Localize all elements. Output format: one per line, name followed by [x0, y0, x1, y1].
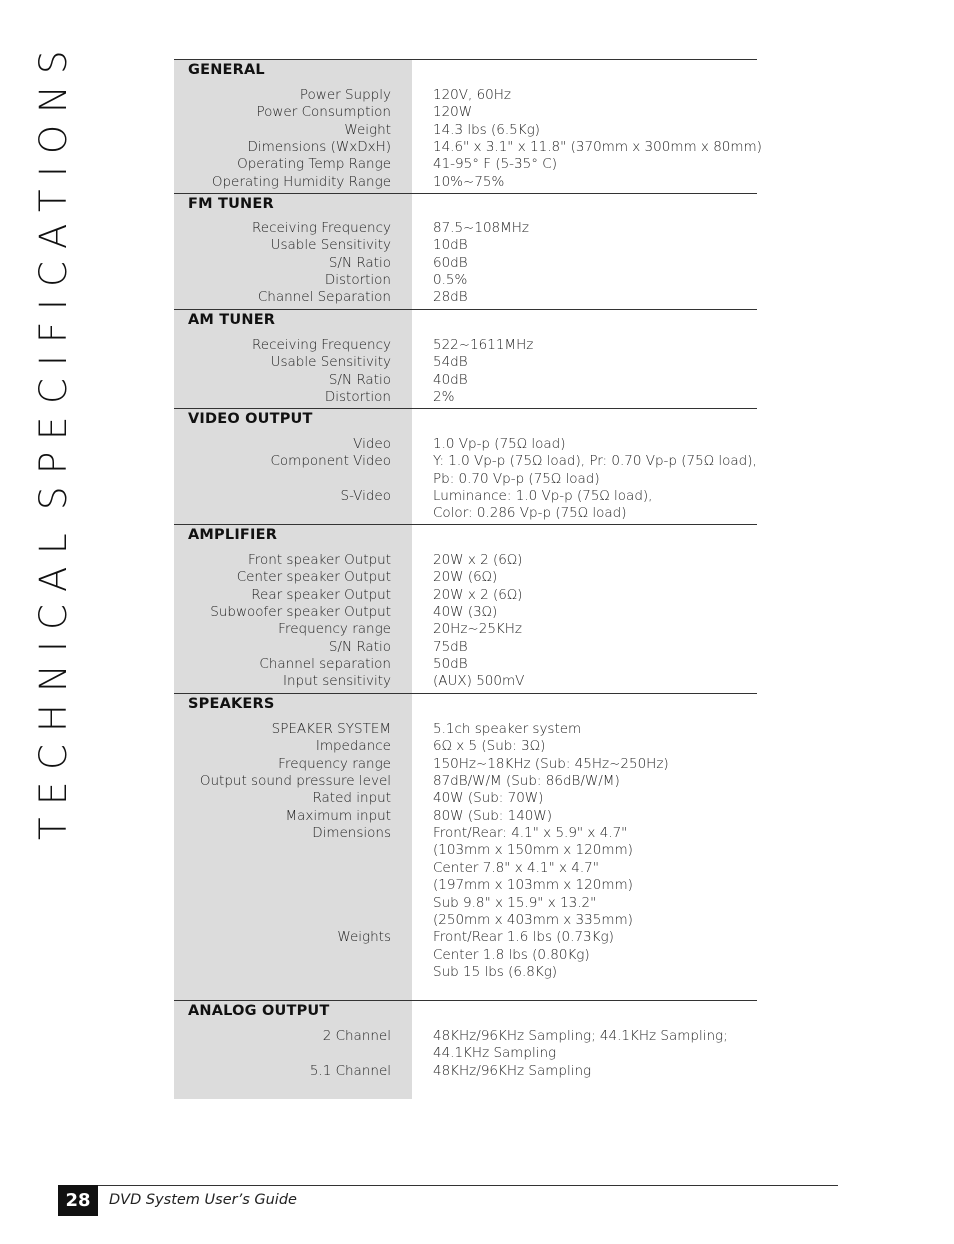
spec-row: [174, 488, 757, 505]
section-title: GENERAL: [188, 62, 265, 78]
side-title-letter: A: [32, 224, 75, 250]
spec-value: 20W x 2 (6Ω): [433, 552, 523, 568]
spec-row: [174, 289, 757, 306]
spec-label: Dimensions (WxDxH): [247, 139, 391, 156]
side-title-letter: I: [32, 166, 75, 178]
spec-row: [174, 639, 757, 656]
spec-label: S-Video: [340, 488, 391, 505]
spec-value: Front/Rear 1.6 lbs (0.73Kg): [433, 929, 614, 946]
spec-label: SPEAKER SYSTEM: [271, 721, 391, 737]
spec-row: [174, 337, 757, 354]
spec-value: 87dB/W/M (Sub: 86dB/W/M): [433, 773, 620, 790]
spec-value: 120V, 60Hz: [433, 87, 512, 103]
spec-table: [174, 59, 762, 1099]
spec-row: [174, 436, 757, 453]
side-title-letter: C: [32, 603, 75, 630]
spec-label: S/N Ratio: [328, 254, 391, 271]
spec-row: [174, 1045, 757, 1062]
spec-label: Usable Sensitivity: [270, 237, 391, 254]
spec-row: [174, 621, 757, 638]
spec-label: Output sound pressure level: [199, 773, 391, 790]
footer-rule: [58, 1185, 838, 1186]
spec-label: Impedance: [315, 738, 391, 755]
spec-row: [174, 964, 757, 981]
spec-row: [174, 808, 757, 825]
spec-value: 40dB: [433, 371, 468, 388]
spec-value: Sub 9.8" x 15.9" x 13.2": [433, 894, 597, 911]
section-title: AM TUNER: [188, 312, 276, 328]
side-title-letter: C: [32, 378, 75, 405]
side-title-letter: C: [32, 261, 75, 288]
spec-label: Subwoofer speaker Output: [210, 604, 391, 621]
spec-label: Front speaker Output: [248, 552, 391, 568]
page-number: 28: [58, 1185, 98, 1216]
spec-label: Weights: [337, 929, 391, 946]
spec-row: [174, 372, 757, 389]
side-title-letter: N: [32, 664, 75, 693]
spec-value: 0.5%: [433, 272, 468, 289]
spec-row: [174, 569, 757, 586]
spec-label: Input sensitivity: [283, 673, 391, 690]
side-title-letter: T: [32, 189, 75, 212]
spec-value: 87.5~108MHz: [433, 220, 530, 236]
spec-label: Operating Humidity Range: [211, 173, 391, 190]
spec-row: [174, 139, 762, 156]
spec-row: [174, 87, 757, 104]
side-title-letter: S: [32, 50, 75, 74]
spec-row: [174, 656, 757, 673]
footer-title: DVD System User’s Guide: [109, 1192, 297, 1208]
spec-row: [174, 1028, 757, 1045]
spec-row: [174, 122, 757, 139]
spec-row: [174, 912, 757, 929]
side-title-letter: T: [32, 817, 75, 840]
spec-value: 14.3 lbs (6.5Kg): [433, 121, 540, 138]
side-title-letter: I: [32, 355, 75, 367]
spec-value: 10dB: [433, 237, 468, 254]
spec-value: 2%: [433, 389, 455, 406]
spec-row: [174, 877, 757, 894]
spec-label: Video: [353, 436, 391, 452]
spec-row: [174, 552, 757, 569]
spec-value: Color: 0.286 Vp-p (75Ω load): [433, 505, 627, 522]
spec-row: [174, 773, 757, 790]
spec-row: [174, 673, 757, 690]
spec-label: Usable Sensitivity: [270, 354, 391, 371]
spec-section: [174, 59, 762, 190]
spec-value: 14.6" x 3.1" x 11.8" (370mm x 300mm x 80mm): [433, 139, 762, 156]
spec-label: Receiving Frequency: [252, 337, 391, 353]
spec-row: [174, 1063, 757, 1080]
spec-value: Y: 1.0 Vp-p (75Ω load), Pr: 0.70 Vp-p (75Ω load),: [433, 453, 757, 470]
spec-row: [174, 156, 757, 173]
spec-value: 41-95° F (5-35° C): [433, 156, 557, 173]
spec-value: 60dB: [433, 254, 468, 271]
spec-label: Center speaker Output: [236, 569, 391, 586]
spec-value: 6Ω x 5 (Sub: 3Ω): [433, 738, 546, 755]
spec-label: S/N Ratio: [328, 638, 391, 655]
spec-row: [174, 825, 757, 842]
section-title: AMPLIFIER: [188, 527, 278, 543]
spec-row: [174, 929, 757, 946]
spec-label: Distortion: [324, 389, 391, 406]
side-title-letter: O: [32, 125, 75, 155]
spec-section: [174, 309, 757, 406]
spec-label: Frequency range: [278, 755, 391, 772]
spec-row: [174, 721, 757, 738]
side-title-letter: E: [32, 416, 75, 440]
spec-value: (197mm x 103mm x 120mm): [433, 877, 633, 894]
spec-label: Power Supply: [299, 87, 391, 103]
spec-row: [174, 272, 757, 289]
spec-value: (AUX) 500mV: [433, 673, 525, 690]
spec-row: [174, 354, 757, 371]
spec-value: 1.0 Vp-p (75Ω load): [433, 436, 566, 452]
spec-label: Power Consumption: [256, 104, 391, 121]
side-title-letter: E: [32, 781, 75, 806]
spec-section: [174, 1000, 757, 1079]
spec-row: [174, 220, 757, 237]
spec-label: Maximum input: [285, 807, 391, 824]
spec-row: [174, 505, 757, 522]
spec-value: 48KHz/96KHz Sampling; 44.1KHz Sampling;: [433, 1028, 728, 1044]
spec-label: Distortion: [324, 272, 391, 289]
spec-row: [174, 471, 757, 488]
spec-value: 150Hz~18KHz (Sub: 45Hz~250Hz): [433, 755, 669, 772]
spec-label: 2 Channel: [322, 1028, 391, 1044]
spec-value: 48KHz/96KHz Sampling: [433, 1062, 592, 1079]
side-title-letter: A: [32, 566, 75, 592]
spec-row: [174, 842, 757, 859]
spec-row: [174, 174, 757, 191]
spec-row: [174, 237, 757, 254]
spec-value: 20Hz~25KHz: [433, 621, 522, 638]
spec-section: [174, 408, 757, 522]
side-title-letter: C: [32, 744, 75, 770]
spec-value: 40W (3Ω): [433, 604, 498, 621]
spec-section: [174, 693, 757, 980]
spec-value: 44.1KHz Sampling: [433, 1045, 557, 1062]
spec-label: Channel separation: [259, 656, 391, 673]
spec-value: 522~1611MHz: [433, 337, 534, 353]
spec-value: 120W: [433, 104, 473, 121]
spec-value: Center 1.8 lbs (0.80Kg): [433, 946, 590, 963]
spec-value: 5.1ch speaker system: [433, 721, 582, 737]
spec-label: Rated input: [312, 790, 391, 807]
spec-section: [174, 524, 757, 690]
spec-row: [174, 756, 757, 773]
section-title: FM TUNER: [188, 196, 274, 212]
spec-row: [174, 860, 757, 877]
spec-label: Dimensions: [312, 825, 391, 842]
side-title-letter: P: [32, 451, 75, 475]
spec-value: 20W (6Ω): [433, 569, 498, 586]
spec-row: [174, 604, 757, 621]
spec-value: Center 7.8" x 4.1" x 4.7": [433, 859, 599, 876]
spec-label: Receiving Frequency: [252, 220, 391, 236]
spec-label: Weight: [344, 121, 391, 138]
spec-value: (103mm x 150mm x 120mm): [433, 842, 633, 859]
side-title-letter: N: [32, 85, 75, 114]
spec-value: 40W (Sub: 70W): [433, 790, 544, 807]
spec-label: Component Video: [270, 453, 391, 470]
section-title: VIDEO OUTPUT: [188, 411, 313, 427]
section-title: ANALOG OUTPUT: [188, 1003, 330, 1019]
spec-label: Frequency range: [278, 621, 391, 638]
spec-value: 75dB: [433, 638, 468, 655]
spec-value: Front/Rear: 4.1" x 5.9" x 4.7": [433, 825, 628, 842]
spec-value: Pb: 0.70 Vp-p (75Ω load): [433, 470, 600, 487]
spec-row: [174, 255, 757, 272]
spec-row: [174, 895, 757, 912]
side-title-letter: S: [32, 486, 75, 510]
spec-label: Rear speaker Output: [251, 586, 391, 603]
side-title-letter: L: [32, 533, 75, 555]
spec-label: Operating Temp Range: [237, 156, 391, 173]
spec-row: [174, 587, 757, 604]
spec-value: Sub 15 lbs (6.8Kg): [433, 963, 558, 980]
spec-section: [174, 193, 757, 306]
spec-value: 10%~75%: [433, 173, 505, 190]
spec-label: 5.1 Channel: [309, 1062, 391, 1079]
spec-value: 50dB: [433, 656, 468, 673]
side-title-letter: H: [32, 704, 75, 733]
spec-row: [174, 790, 757, 807]
spec-label: Channel Separation: [257, 289, 391, 306]
spec-row: [174, 453, 757, 470]
spec-value: 20W x 2 (6Ω): [433, 586, 523, 603]
spec-row: [174, 389, 757, 406]
spec-row: [174, 104, 757, 121]
section-title: SPEAKERS: [188, 696, 275, 712]
spec-value: 54dB: [433, 354, 468, 371]
side-title-letter: I: [32, 299, 75, 311]
spec-value: 28dB: [433, 289, 468, 306]
spec-row: [174, 947, 757, 964]
spec-value: 80W (Sub: 140W): [433, 807, 553, 824]
spec-row: [174, 738, 757, 755]
spec-value: (250mm x 403mm x 335mm): [433, 911, 633, 928]
spec-label: S/N Ratio: [328, 371, 391, 388]
side-title: [32, 50, 75, 840]
spec-value: Luminance: 1.0 Vp-p (75Ω load),: [433, 488, 653, 505]
side-title-letter: F: [32, 322, 75, 344]
side-title-letter: I: [32, 641, 75, 653]
